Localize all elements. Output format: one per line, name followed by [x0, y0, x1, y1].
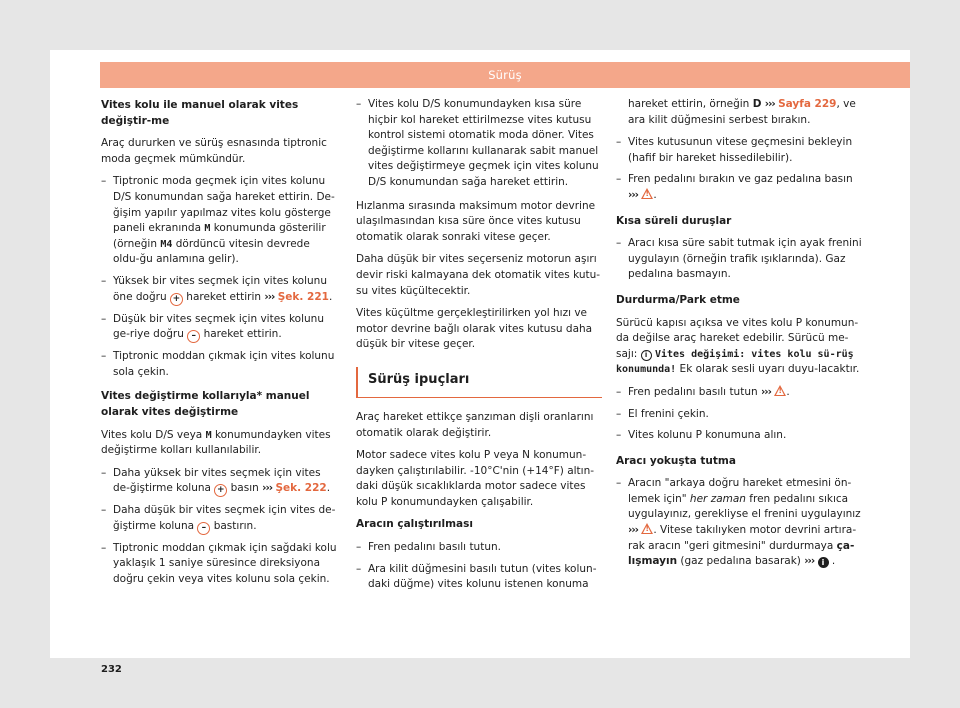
heading-hill-hold: Aracı yokuşta tutma — [616, 454, 736, 467]
list-item: – Yüksek bir vites seçmek için vites kolunu öne doğru + hareket ettirin ››› Şek. 221. — [101, 274, 339, 306]
reference-arrows: ››› — [764, 98, 775, 110]
gear-m4-code: M4 — [160, 238, 173, 250]
manual-page — [50, 50, 910, 675]
column-middle — [356, 97, 602, 599]
paragraph: Sürücü kapısı açıksa ve vites kolu P konumun-da değilse araç hareket edebilir. Sürücü me-sajı: i Vites değişimi: vites kolu sü-rüş konumunda! Ek olarak sesli uyarı duyu-lacaktır. — [616, 316, 860, 376]
list-item: – Tiptronic moddan çıkmak için vites kolunu sola çekin. — [101, 349, 339, 380]
paragraph: Motor sadece vites kolu P veya N konumun-dayken çalıştırılabilir. -10°C'nin (+14°F) altın-daki düşük sıcaklıklarda motor sadece vites kolu P konumundayken çalışabilir. — [356, 449, 595, 508]
figure-link-221[interactable]: Şek. 221 — [277, 290, 329, 303]
list-item: – Ara kilit düğmesini basılı tutun (vites kolun-daki düğme) vites kolunu istenen konuma — [356, 562, 602, 593]
info-circle-icon: i — [641, 350, 652, 361]
continued-list-text: hareket ettirin, örneğin D ››› Sayfa 229, ve ara kilit düğmesini serbest bırakın. — [628, 98, 856, 126]
column-right — [616, 97, 862, 576]
minus-icon: – — [197, 522, 210, 535]
header-title: Sürüş — [488, 68, 522, 82]
list-item: – Vites kolu D/S konumundayken kısa süre hiçbir kol hareket ettirilmezse vites kutusu kontrol sistemi otomatik moda döner. Vites değiştirme kollarını kullanarak sabit manuel vites değiştirmeye geçmek için vites kolunu D/S konumundan sağa hareket ettirin. — [356, 97, 602, 191]
list-item: – Aracın "arkaya doğru hareket etmesini ön-lemek için" her zaman fren pedalını sıkıca uygulayınız, gerekliyse el frenini uygulayınız ››› ! . Vitese takılıyken motor devrini artıra-rak aracın "geri gitmesini" durdurmaya ça-lışmayın (gaz pedalına basarak) ››› i . — [616, 476, 862, 570]
page-number: 232 — [101, 664, 122, 675]
heading-manual-shift: Vites kolu ile manuel olarak vites değiştir-me — [101, 99, 299, 127]
list-item: – Tiptronic moddan çıkmak için sağdaki kolu yaklaşık 1 saniye süresince direksiyona doğru çekin veya vites kolunu sola çekin. — [101, 541, 339, 588]
warning-triangle-icon[interactable] — [641, 188, 653, 199]
list-item: – Aracı kısa süre sabit tutmak için ayak frenini uygulayın (örneğin trafik ışıklarında). Gaz pedalına basmayın. — [616, 236, 862, 283]
list-item: – Tiptronic moda geçmek için vites kolunu D/S konumundan sağa hareket ettirin. De-ğişim yapılır yapılmaz vites kolu gösterge paneli ekranında M konumunda gösterilir (örneğin M4 dördüncü vitesin devrede oldu-ğu anlamına gelir). — [101, 174, 339, 268]
heading-paddle-shift: Vites değiştirme kollarıyla* manuel olarak vites değiştirme — [101, 390, 310, 418]
plus-icon: + — [170, 293, 183, 306]
list-item: – Daha düşük bir vites seçmek için vites de-ğiştirme koluna – bastırın. — [101, 503, 339, 535]
column-left — [101, 97, 339, 594]
info-circle-icon[interactable]: i — [818, 557, 829, 568]
reference-arrows: ››› — [804, 555, 815, 568]
list-item: – Fren pedalını basılı tutun. — [356, 540, 602, 556]
heading-starting-vehicle: Aracın çalıştırılması — [356, 518, 473, 531]
reference-arrows: ››› — [264, 290, 275, 303]
reference-arrows: ››› — [628, 188, 638, 201]
heading-short-stops: Kısa süreli duruşlar — [616, 214, 732, 227]
warning-triangle-icon[interactable] — [774, 385, 786, 396]
heading-stopping-parking: Durdurma/Park etme — [616, 293, 740, 306]
paragraph: Vites kolu D/S veya M konumundayken vites değiştirme kolları kullanılabilir. — [101, 428, 331, 457]
gear-m-code: M — [205, 429, 212, 441]
figure-link-222[interactable]: Şek. 222 — [275, 482, 327, 495]
reference-arrows: ››› — [262, 482, 273, 495]
section-heading-driving-tips: Sürüş ipuçları — [356, 367, 602, 398]
list-item: – El frenini çekin. — [616, 407, 862, 423]
list-item: – Vites kolunu P konumuna alın. — [616, 428, 862, 444]
list-item: – Düşük bir vites seçmek için vites kolunu ge-riye doğru – hareket ettirin. — [101, 312, 339, 344]
list-item: – Vites kutusunun vitese geçmesini bekleyin (hafif bir hareket hissedilebilir). — [616, 135, 862, 166]
gear-m-code: M — [204, 223, 211, 235]
reference-arrows: ››› — [760, 385, 771, 398]
minus-icon: – — [187, 330, 200, 343]
list-item: – Fren pedalını basılı tutun ››› ! . — [616, 385, 862, 401]
paragraph: Araç dururken ve sürüş esnasında tiptronic moda geçmek mümkündür. — [101, 137, 327, 165]
list-item: – Daha yüksek bir vites seçmek için vites de-ğiştirme koluna + basın ››› Şek. 222. — [101, 466, 339, 498]
paragraph: Vites küçültme gerçekleştirilirken yol hızı ve motor devrine bağlı olarak vites kutusu daha düşük bir vitese geçer. — [356, 307, 593, 351]
page-link-229[interactable]: Sayfa 229 — [778, 98, 837, 110]
paragraph: Hızlanma sırasında maksimum motor devrine ulaşılmasından kısa süre önce vites kutusu otomatik olarak sonraki vitese geçer. — [356, 199, 596, 243]
reference-arrows: ››› — [628, 524, 638, 537]
paragraph: Araç hareket ettikçe şanzıman dişli oranlarını otomatik olarak değiştirir. — [356, 410, 594, 439]
warning-triangle-icon[interactable] — [641, 523, 653, 534]
plus-icon: + — [214, 484, 227, 497]
paragraph: Daha düşük bir vites seçerseniz motorun aşırı devir riski kalmayana dek otomatik vites kutu-su vites küçültecektir. — [356, 253, 601, 297]
driver-message-text: Vites değişimi: vites kolu sü-rüş konumunda! — [616, 348, 854, 376]
page-header — [100, 62, 910, 88]
list-item: – Fren pedalını bırakın ve gaz pedalına basın ››› ! . — [616, 172, 862, 203]
